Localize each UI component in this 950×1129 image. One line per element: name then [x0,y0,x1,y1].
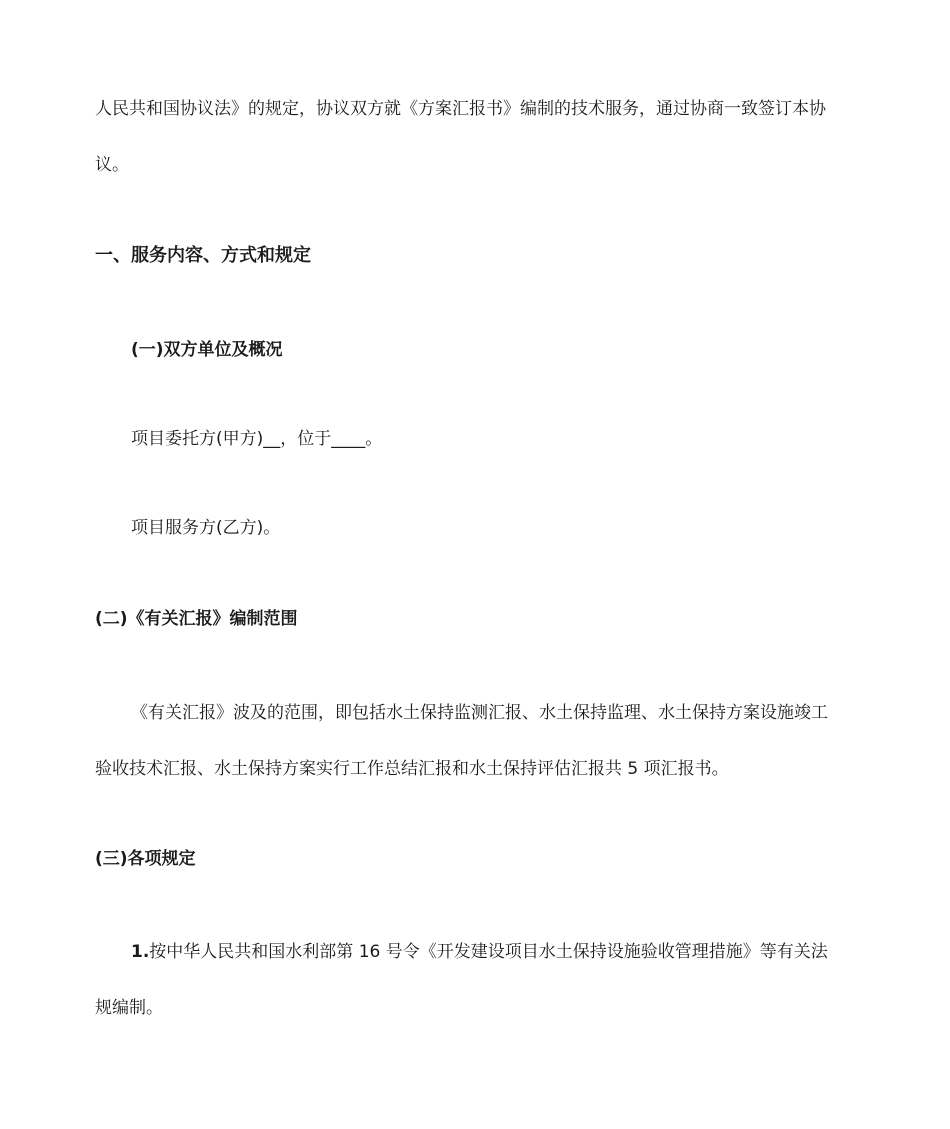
requirement-item-1 [131,941,875,963]
party-b-text: 项目服务方(乙方)。 [131,518,281,538]
scope-line-2: 验收技术汇报、水土保持方案实行工作总结汇报和水土保持评估汇报共 5 项汇报书。 [95,759,729,779]
subsection-heading-scope: (二)《有关汇报》编制范围 [95,609,298,629]
subsection-heading-requirements: (三)各项规定 [95,849,196,869]
item-text: 按中华人民共和国水利部第 16 号令《开发建设项目水土保持设施验收管理措施》等有关法 [149,942,828,962]
subsection-heading-parties: (一)双方单位及概况 [131,340,283,360]
scope-line-1: 《有关汇报》波及的范围，即包括水土保持监测汇报、水土保持监理、水土保持方案设施竣工 [131,703,828,723]
requirement-item-1-continued: 规编制。 [95,998,163,1018]
section-heading-service: 一、服务内容、方式和规定 [95,245,311,266]
intro-line-1: 人民共和国协议法》的规定，协议双方就《方案汇报书》编制的技术服务，通过协商一致签订本协 [95,99,826,119]
item-number: 1. [131,942,150,962]
intro-line-2: 议。 [95,155,129,175]
party-a-text: 项目委托方(甲方)__，位于____。 [131,429,383,449]
